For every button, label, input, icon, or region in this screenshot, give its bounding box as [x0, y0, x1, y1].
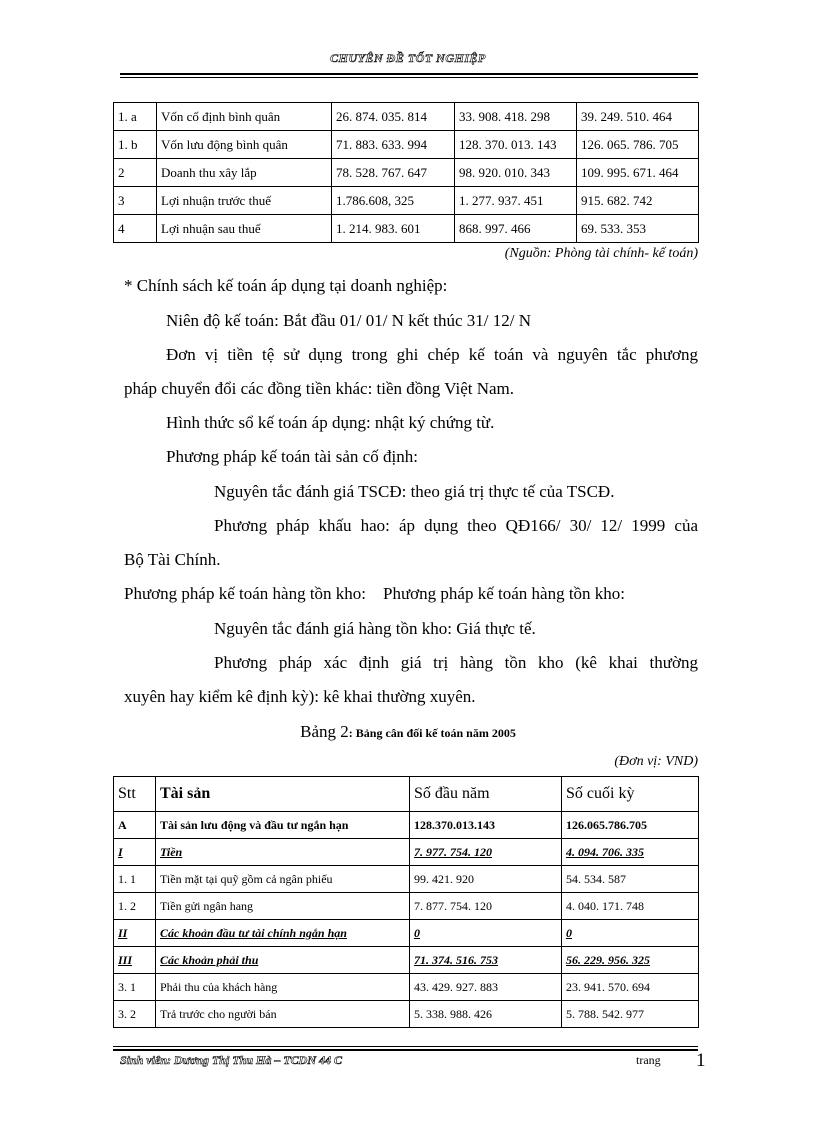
cell-value: 43. 429. 927. 883 — [410, 974, 562, 1001]
table-row — [114, 893, 699, 920]
paragraph-depreciation-line2: Bộ Tài Chính. — [124, 550, 221, 569]
cell-label: Phải thu của khách hàng — [156, 974, 410, 1001]
paragraph-bookkeeping-form: Hình thức sổ kế toán áp dụng: nhật ký chứng từ. — [166, 413, 495, 432]
paragraph-inventory-method: Phương pháp kế toán hàng tồn kho: Phương pháp kế toán hàng tồn kho: — [124, 584, 626, 603]
cell-value: 128. 370. 013. 143 — [455, 131, 577, 159]
cell-value: 23. 941. 570. 694 — [562, 974, 699, 1001]
cell-stt: 1. a — [114, 103, 157, 131]
cell-label: Tiền gửi ngân hang — [156, 893, 410, 920]
table-row — [114, 103, 699, 131]
cell-value: 99. 421. 920 — [410, 866, 562, 893]
balance-sheet-table — [113, 776, 699, 1028]
cell-label: Tiền — [156, 839, 410, 866]
table-row — [114, 187, 699, 215]
cell-value: 39. 249. 510. 464 — [577, 103, 699, 131]
cell-label: Các khoản đầu tư tài chính ngắn hạn — [156, 920, 410, 947]
paragraph-fiscal-year: Niên độ kế toán: Bắt đầu 01/ 01/ N kết thúc 31/ 12/ N — [166, 311, 531, 330]
cell-stt: 3. 2 — [114, 1001, 156, 1028]
cell-value: 4. 094. 706. 335 — [562, 839, 699, 866]
page-header-title: CHUYÊN ĐỀ TỐT NGHIỆP — [330, 51, 486, 65]
cell-stt: 3 — [114, 187, 157, 215]
cell-value: 915. 682. 742 — [577, 187, 699, 215]
cell-stt: 1. b — [114, 131, 157, 159]
paragraph-currency-line2: pháp chuyển đổi các đồng tiền khác: tiền đồng Việt Nam. — [124, 379, 515, 398]
cell-value: 0 — [410, 920, 562, 947]
cell-value: 1.786.608, 325 — [332, 187, 455, 215]
table-caption — [0, 722, 816, 742]
cell-label: Lợi nhuận sau thuế — [157, 215, 332, 243]
paragraph-policy-heading: * Chính sách kế toán áp dụng tại doanh nghiệp: — [124, 276, 448, 295]
cell-value: 33. 908. 418. 298 — [455, 103, 577, 131]
cell-value: 56. 229. 956. 325 — [562, 947, 699, 974]
paragraph-fixed-asset-valuation: Nguyên tắc đánh giá TSCĐ: theo giá trị thực tế của TSCĐ. — [214, 482, 615, 501]
header-rule-thin — [120, 77, 698, 78]
cell-value: 7. 877. 754. 120 — [410, 893, 562, 920]
table-row — [114, 974, 699, 1001]
cell-value: 126.065.786.705 — [562, 812, 699, 839]
cell-value: 78. 528. 767. 647 — [332, 159, 455, 187]
unit-note: (Đơn vị: VND) — [614, 754, 698, 769]
cell-value: 109. 995. 671. 464 — [577, 159, 699, 187]
table-row — [114, 215, 699, 243]
cell-label: Vốn lưu động bình quân — [157, 131, 332, 159]
table-header-row — [114, 777, 699, 812]
caption-title: : Bảng cân đối kế toán năm 2005 — [348, 726, 516, 740]
cell-label: Tiền mặt tại quỹ gồm cả ngân phiếu — [156, 866, 410, 893]
cell-value: 26. 874. 035. 814 — [332, 103, 455, 131]
cell-value: 98. 920. 010. 343 — [455, 159, 577, 187]
paragraph-inventory-valuation: Nguyên tắc đánh giá hàng tồn kho: Giá thực tế. — [214, 619, 536, 638]
cell-value: 1. 277. 937. 451 — [455, 187, 577, 215]
cell-stt: III — [114, 947, 156, 974]
footer-page-number: 1 — [696, 1050, 706, 1071]
cell-label: Vốn cố định bình quân — [157, 103, 332, 131]
table-row — [114, 812, 699, 839]
cell-value: 5. 338. 988. 426 — [410, 1001, 562, 1028]
financial-summary-table — [113, 102, 699, 243]
paragraph-currency-line1: Đơn vị tiền tệ sử dụng trong ghi chép kế toán và nguyên tắc phương — [166, 345, 698, 364]
cell-stt: II — [114, 920, 156, 947]
cell-value: 0 — [562, 920, 699, 947]
table-row — [114, 920, 699, 947]
header-asset: Tài sản — [156, 777, 410, 812]
paragraph-inventory-determination-line2: xuyên hay kiểm kê định kỳ): kê khai thường xuyên. — [124, 687, 476, 706]
footer-rule — [113, 1049, 698, 1051]
table-row — [114, 947, 699, 974]
table-row — [114, 159, 699, 187]
table-row — [114, 1001, 699, 1028]
cell-stt: I — [114, 839, 156, 866]
cell-value: 4. 040. 171. 748 — [562, 893, 699, 920]
header-rule — [120, 73, 698, 75]
footer-rule-thin — [113, 1046, 698, 1047]
header-stt: Stt — [114, 777, 156, 812]
cell-label: Các khoản phải thu — [156, 947, 410, 974]
table-row — [114, 131, 699, 159]
cell-value: 7. 977. 754. 120 — [410, 839, 562, 866]
header-opening: Số đầu năm — [410, 777, 562, 812]
cell-value: 126. 065. 786. 705 — [577, 131, 699, 159]
paragraph-inventory-determination-line1: Phương pháp xác định giá trị hàng tồn kho (kê khai thường — [214, 653, 698, 672]
table-row — [114, 866, 699, 893]
cell-value: 71. 374. 516. 753 — [410, 947, 562, 974]
cell-label: Lợi nhuận trước thuế — [157, 187, 332, 215]
cell-value: 868. 997. 466 — [455, 215, 577, 243]
cell-stt: 1. 2 — [114, 893, 156, 920]
cell-value: 5. 788. 542. 977 — [562, 1001, 699, 1028]
cell-value: 1. 214. 983. 601 — [332, 215, 455, 243]
paragraph-fixed-asset-method: Phương pháp kế toán tài sản cố định: — [166, 447, 418, 466]
cell-stt: 1. 1 — [114, 866, 156, 893]
cell-value: 71. 883. 633. 994 — [332, 131, 455, 159]
table-row — [114, 839, 699, 866]
cell-value: 69. 533. 353 — [577, 215, 699, 243]
cell-stt: 3. 1 — [114, 974, 156, 1001]
cell-label: Trả trước cho người bán — [156, 1001, 410, 1028]
cell-value: 128.370.013.143 — [410, 812, 562, 839]
cell-label: Doanh thu xây lắp — [157, 159, 332, 187]
header-closing: Số cuối kỳ — [562, 777, 699, 812]
cell-value: 54. 534. 587 — [562, 866, 699, 893]
cell-stt: A — [114, 812, 156, 839]
cell-stt: 4 — [114, 215, 157, 243]
footer-page-label: trang — [636, 1053, 661, 1067]
caption-prefix: Bảng 2 — [300, 722, 349, 741]
cell-label: Tài sản lưu động và đầu tư ngắn hạn — [156, 812, 410, 839]
paragraph-depreciation-line1: Phương pháp khấu hao: áp dụng theo QĐ166/ 30/ 12/ 1999 của — [214, 516, 698, 535]
footer-author: Sinh viên: Dương Thị Thu Hà – TCDN 44 C — [120, 1053, 342, 1067]
cell-stt: 2 — [114, 159, 157, 187]
table-source-note: (Nguồn: Phòng tài chính- kế toán) — [504, 246, 698, 261]
